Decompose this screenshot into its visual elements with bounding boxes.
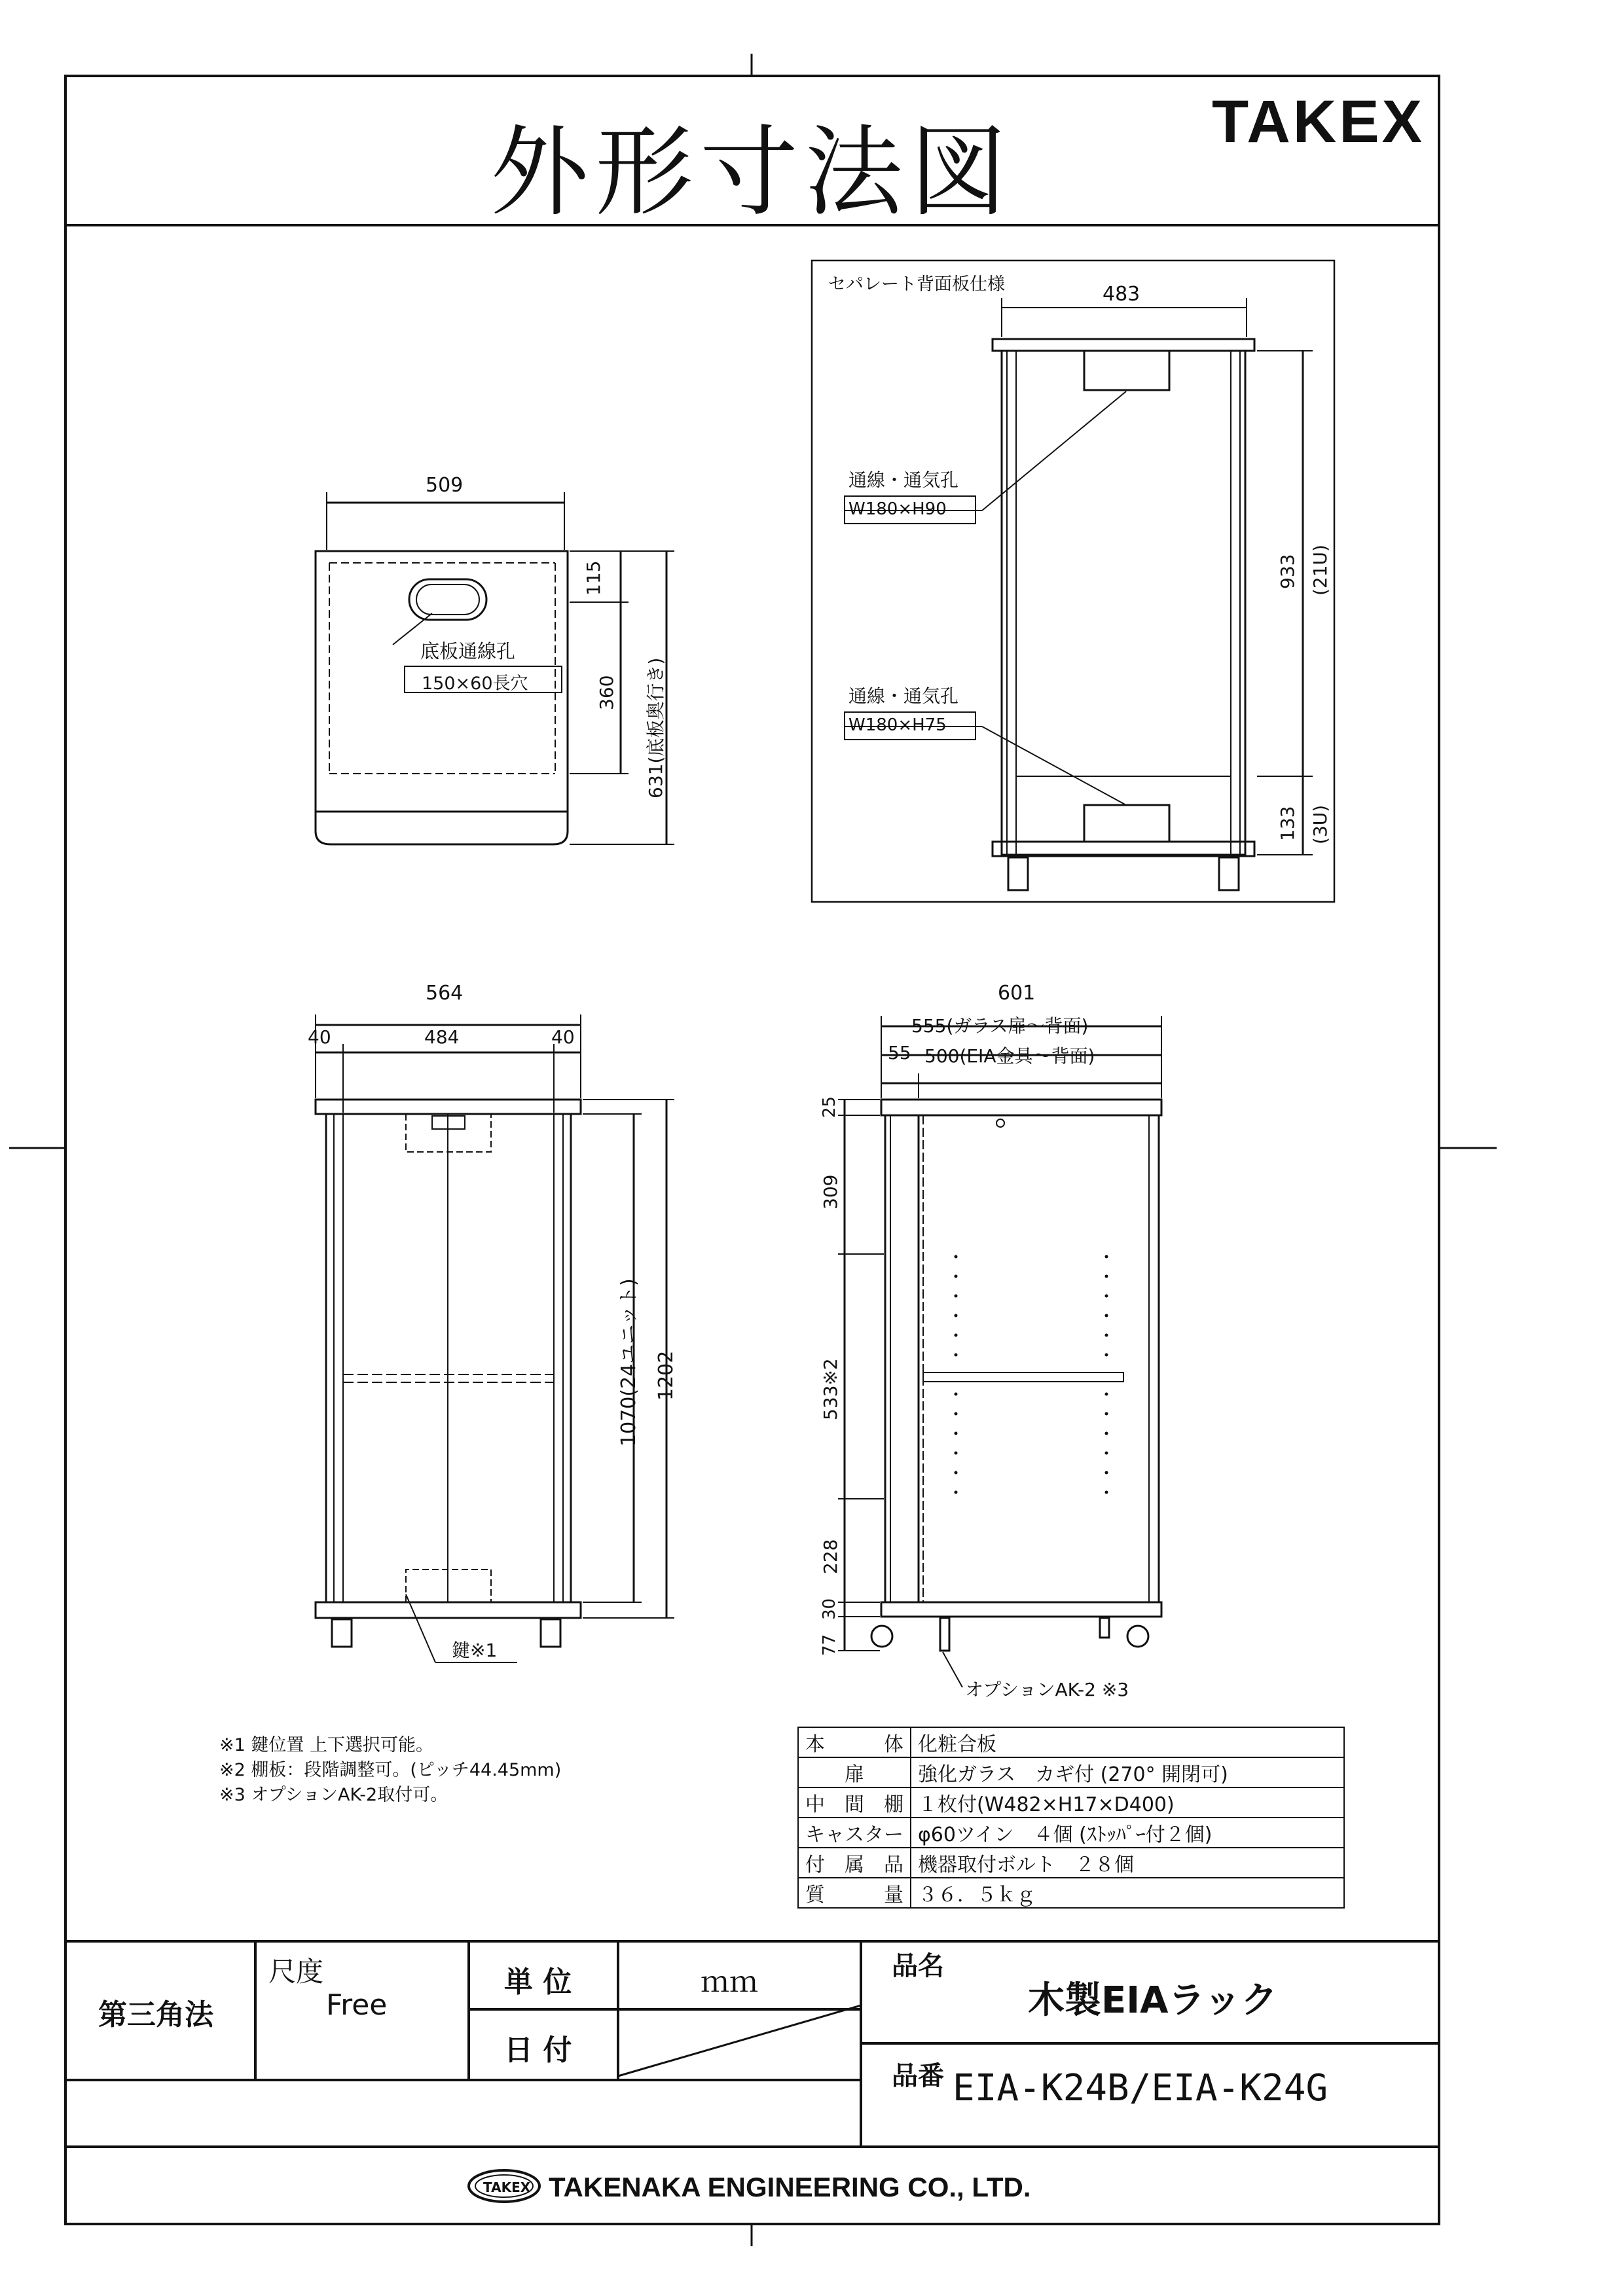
front-dim-564: 564: [426, 982, 464, 1005]
scale-label: 尺度: [268, 1956, 324, 1988]
side-view: [838, 1016, 1161, 1687]
spec-value: ３６．５ｋｇ: [911, 1878, 1344, 1908]
scale-value: Free: [326, 1988, 388, 2022]
side-dim-55: 55: [888, 1042, 911, 1064]
vent-top-label: 通線・通気孔: [848, 469, 959, 491]
key-label: 鍵※1: [452, 1640, 498, 1661]
spec-value: 機器取付ボルト ２８個: [911, 1848, 1344, 1878]
spec-key: 扉: [798, 1757, 911, 1787]
spec-row: [798, 1757, 1344, 1787]
product-number: EIA-K24B/EIA-K24G: [953, 2067, 1328, 2109]
back-dim-21u: (21U): [1309, 545, 1331, 596]
side-dim-500: 500(EIA金具～背面): [924, 1045, 1095, 1067]
side-dim-25: 25: [820, 1096, 839, 1118]
front-dim-1202: 1202: [655, 1350, 678, 1401]
brand-logo: TAKEX: [1212, 88, 1425, 155]
back-dim-933: 933: [1277, 554, 1298, 589]
back-view-title: セパレート背面板仕様: [828, 274, 1005, 295]
spec-row: [798, 1787, 1344, 1818]
side-dim-555: 555(ガラス扉～背面): [911, 1015, 1089, 1037]
spec-key: キャスター: [798, 1818, 911, 1848]
side-dim-228: 228: [820, 1539, 841, 1574]
top-view: [316, 492, 674, 844]
product-name-label: 品名: [892, 1951, 944, 1981]
side-dim-533: 533※2: [820, 1358, 841, 1420]
company-name: TAKENAKA ENGINEERING CO., LTD.: [549, 2172, 1031, 2202]
option-label: オプションAK-2 ※3: [965, 1679, 1129, 1700]
side-dim-309: 309: [820, 1174, 841, 1210]
spec-row: [798, 1818, 1344, 1848]
back-width-dim: 483: [1103, 283, 1140, 306]
product-number-label: 品番: [892, 2061, 944, 2091]
spec-table: [797, 1727, 1345, 1909]
spec-row: [798, 1878, 1344, 1908]
front-dim-40-left: 40: [308, 1026, 331, 1048]
note-2: ※2 棚板：段階調整可。(ピッチ44.45mm): [219, 1760, 562, 1780]
unit-label: 単 位: [504, 1965, 572, 1999]
spec-row: [798, 1848, 1344, 1878]
front-dim-1070: 1070(24ユニット): [617, 1278, 640, 1446]
bottom-hole-size: 150×60長穴: [422, 673, 528, 694]
vent-bottom-size: W180×H75: [848, 715, 947, 735]
top-dim-360: 360: [596, 675, 617, 710]
side-dim-77: 77: [820, 1634, 839, 1656]
side-dim-30: 30: [820, 1598, 839, 1620]
unit-value: ｍｍ: [701, 1965, 758, 1999]
spec-value: φ60ツイン ４個 (ｽﾄｯﾊﾟｰ付２個): [911, 1818, 1344, 1848]
spec-value: １枚付(W482×H17×D400): [911, 1787, 1344, 1818]
front-dim-484: 484: [424, 1026, 460, 1048]
back-dim-133: 133: [1277, 806, 1298, 841]
spec-key: 質量: [798, 1878, 911, 1908]
side-dim-601: 601: [998, 982, 1036, 1005]
product-name: 木製EIAラック: [1028, 1979, 1278, 2022]
spec-key: 中間棚: [798, 1787, 911, 1818]
projection-method: 第三角法: [98, 1998, 213, 2032]
header: [64, 75, 1440, 230]
vent-top-size: W180×H90: [848, 499, 947, 519]
top-width-dim: 509: [426, 474, 464, 497]
notes: [219, 1733, 561, 1808]
front-dim-40-right: 40: [551, 1026, 575, 1048]
back-view: [812, 260, 1334, 902]
footer-logo: TAKEX: [483, 2179, 531, 2195]
spec-value: 化粧合板: [911, 1727, 1344, 1757]
date-label: 日 付: [504, 2034, 572, 2067]
top-depth-dim: 631(底板奥行き): [645, 657, 666, 798]
page-title: 外形寸法図: [490, 116, 1014, 230]
back-dim-3u: (3U): [1309, 804, 1331, 844]
vent-bottom-label: 通線・通気孔: [848, 685, 959, 707]
shelf-holes: [955, 1255, 1108, 1494]
note-3: ※3 オプションAK-2取付可。: [219, 1785, 448, 1805]
spec-value: 強化ガラス カギ付 (270° 開閉可): [911, 1757, 1344, 1787]
bottom-hole-label: 底板通線孔: [420, 640, 516, 662]
note-1: ※1 鍵位置 上下選択可能。: [219, 1735, 433, 1755]
spec-key: 付属品: [798, 1848, 911, 1878]
spec-key: 本体: [798, 1727, 911, 1757]
spec-row: [798, 1727, 1344, 1757]
top-dim-115: 115: [583, 560, 604, 596]
